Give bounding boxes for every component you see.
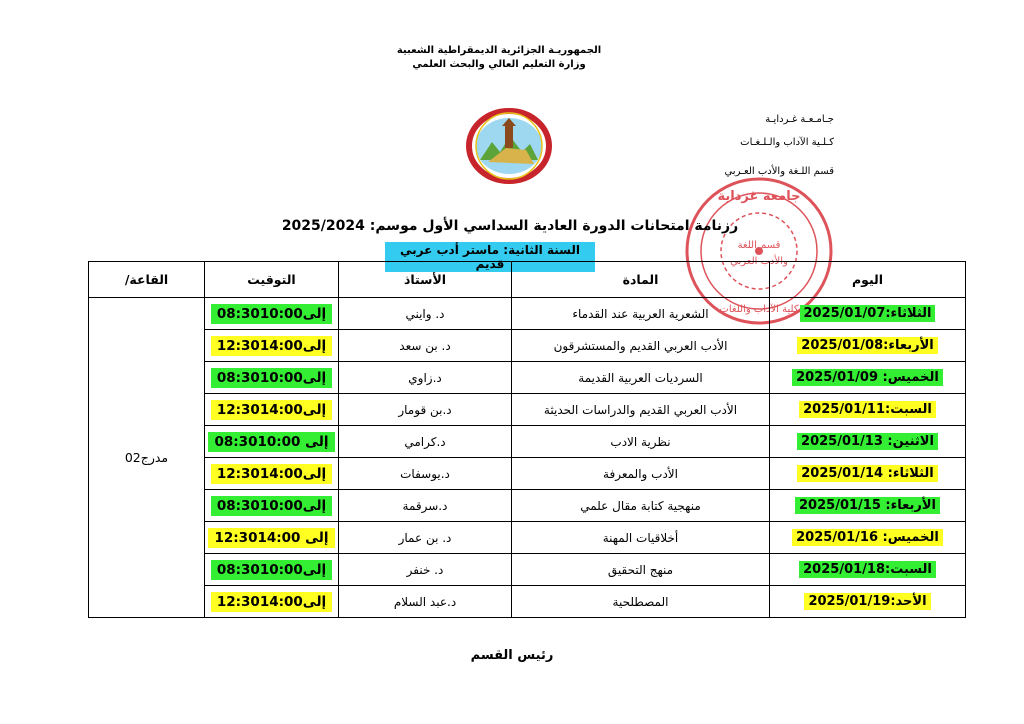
- time-cell: [205, 362, 339, 394]
- professor-cell: د. بن سعد: [339, 330, 512, 362]
- day-label: السبت:2025/01/18: [799, 561, 936, 578]
- table-row: [89, 330, 966, 362]
- day-label: الأحد:2025/01/19: [804, 593, 930, 610]
- time-label: 12:30إلى14:00: [211, 400, 332, 420]
- table-row: [89, 362, 966, 394]
- day-label: الاثنين: 2025/01/13: [797, 433, 938, 450]
- faculty-name: كـلـية الآداب والـلـغـات: [740, 137, 834, 148]
- day-cell: [770, 394, 966, 426]
- subject-cell: الأدب العربي القديم والدراسات الحديثة: [512, 394, 770, 426]
- time-label: 08:30إلى10:00: [211, 368, 332, 388]
- day-label: الأربعاء: 2025/01/15: [795, 497, 940, 514]
- header-professor: الأستاذ: [339, 262, 512, 298]
- table-row: [89, 394, 966, 426]
- professor-cell: د.سرقمة: [339, 490, 512, 522]
- time-label: 12:30إلى14:00: [211, 336, 332, 356]
- time-label: 12:30إلى 14:00: [208, 528, 334, 548]
- svg-text:كلية الآداب واللغات: كلية الآداب واللغات: [719, 304, 799, 315]
- time-cell: [205, 394, 339, 426]
- department-name: قسم اللـغة والأدب العـربي: [724, 166, 834, 177]
- day-cell: [770, 554, 966, 586]
- time-label: 08:30إلى10:00: [211, 304, 332, 324]
- schedule-subtitle: السنة الثانية: ماستر أدب عربي قديم: [385, 242, 595, 272]
- republic-header: الجمهوريـة الجزائرية الديمقراطية الشعبية: [396, 45, 602, 56]
- time-label: 12:30إلى14:00: [211, 464, 332, 484]
- svg-text:جامعة غرداية: جامعة غرداية: [717, 189, 801, 204]
- svg-text:والأدب العربي: والأدب العربي: [730, 256, 788, 267]
- exam-schedule-table: [88, 261, 966, 618]
- table-row: [89, 298, 966, 330]
- day-cell: [770, 586, 966, 618]
- subject-cell: أخلاقيات المهنة: [512, 522, 770, 554]
- subject-cell: الأدب والمعرفة: [512, 458, 770, 490]
- subject-cell: المصطلحية: [512, 586, 770, 618]
- time-label: 08:30إلى 10:00: [208, 432, 334, 452]
- subject-cell: الشعرية العربية عند القدماء: [512, 298, 770, 330]
- day-label: السبت:2025/01/11: [799, 401, 936, 418]
- svg-text:قسم اللغة: قسم اللغة: [737, 240, 781, 251]
- professor-cell: د.كرامي: [339, 426, 512, 458]
- day-cell: [770, 362, 966, 394]
- time-cell: [205, 426, 339, 458]
- room-cell: مدرج02: [89, 298, 205, 618]
- table-row: [89, 458, 966, 490]
- professor-cell: د. وايني: [339, 298, 512, 330]
- time-cell: [205, 330, 339, 362]
- university-logo: [466, 108, 552, 184]
- day-cell: [770, 426, 966, 458]
- professor-cell: د.بن قومار: [339, 394, 512, 426]
- header-time: التوقيت: [205, 262, 339, 298]
- department-head-signature: رئيس القسم: [470, 648, 554, 663]
- header-day: اليوم: [770, 262, 966, 298]
- table-header-row: [89, 262, 966, 298]
- university-name: جـامـعـة غـردايـة: [765, 114, 834, 125]
- subject-cell: منهجية كتابة مقال علمي: [512, 490, 770, 522]
- day-label: الأربعاء:2025/01/08: [797, 337, 937, 354]
- day-label: الخميس: 2025/01/09: [792, 369, 943, 386]
- table-row: [89, 554, 966, 586]
- subject-cell: نظرية الادب: [512, 426, 770, 458]
- professor-cell: د.عبد السلام: [339, 586, 512, 618]
- day-cell: [770, 522, 966, 554]
- day-label: الخميس: 2025/01/16: [792, 529, 943, 546]
- table-row: [89, 426, 966, 458]
- professor-cell: د.يوسفات: [339, 458, 512, 490]
- header-subject: المادة: [512, 262, 770, 298]
- time-cell: [205, 490, 339, 522]
- subject-cell: منهج التحقيق: [512, 554, 770, 586]
- time-cell: [205, 298, 339, 330]
- schedule-title: رزنامة امتحانات الدورة العادية السداسي الأول موسم: 2025/2024: [281, 218, 739, 234]
- day-cell: [770, 330, 966, 362]
- day-label: الثلاثاء:2025/01/07: [800, 305, 936, 322]
- time-label: 08:30إلى10:00: [211, 560, 332, 580]
- subject-cell: السرديات العربية القديمة: [512, 362, 770, 394]
- time-label: 12:30إلى14:00: [211, 592, 332, 612]
- day-cell: [770, 490, 966, 522]
- day-cell: [770, 298, 966, 330]
- time-label: 08:30إلى10:00: [211, 496, 332, 516]
- table-row: [89, 522, 966, 554]
- time-cell: [205, 554, 339, 586]
- table-row: [89, 586, 966, 618]
- header-room: القاعة/: [89, 262, 205, 298]
- time-cell: [205, 458, 339, 490]
- time-cell: [205, 522, 339, 554]
- professor-cell: د.زاوي: [339, 362, 512, 394]
- professor-cell: د. بن عمار: [339, 522, 512, 554]
- day-label: الثلاثاء: 2025/01/14: [797, 465, 938, 482]
- table-row: [89, 490, 966, 522]
- ministry-header: وزارة التعليم العالي والبحث العلمي: [412, 59, 586, 70]
- subject-cell: الأدب العربي القديم والمستشرقون: [512, 330, 770, 362]
- time-cell: [205, 586, 339, 618]
- professor-cell: د. خنفر: [339, 554, 512, 586]
- day-cell: [770, 458, 966, 490]
